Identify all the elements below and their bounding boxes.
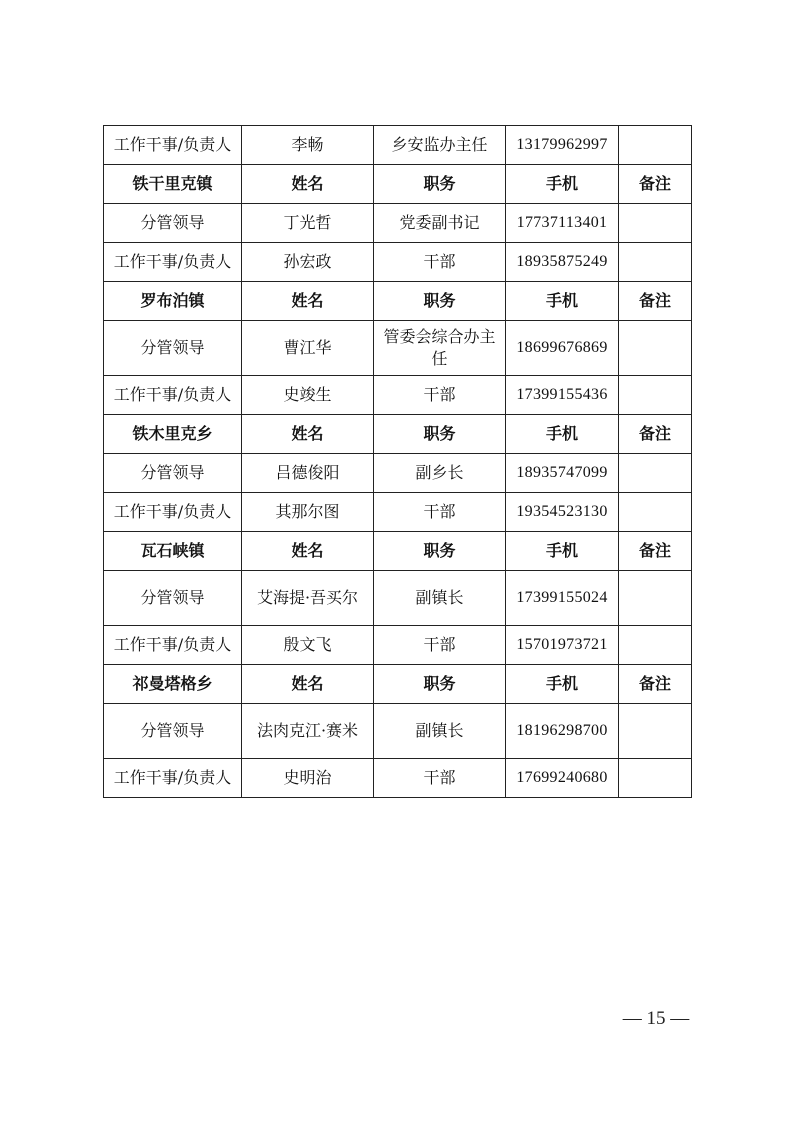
position-cell: 副镇长 — [374, 571, 506, 626]
table-row — [104, 493, 692, 532]
remark-cell — [619, 704, 692, 759]
role-cell: 工作干事/负责人 — [104, 626, 242, 665]
phone-header-cell: 手机 — [506, 165, 619, 204]
name-cell: 史明治 — [242, 759, 374, 798]
township-name-cell: 铁干里克镇 — [104, 165, 242, 204]
remark-header-cell: 备注 — [619, 532, 692, 571]
phone-cell: 18196298700 — [506, 704, 619, 759]
phone-cell: 18935747099 — [506, 454, 619, 493]
page-number: — 15 — — [622, 1008, 690, 1029]
name-cell: 吕德俊阳 — [242, 454, 374, 493]
table-row — [104, 454, 692, 493]
role-cell: 分管领导 — [104, 321, 242, 376]
position-cell: 管委会综合办主任 — [374, 321, 506, 376]
remark-cell — [619, 243, 692, 282]
table-row — [104, 704, 692, 759]
township-name-cell: 罗布泊镇 — [104, 282, 242, 321]
role-cell: 分管领导 — [104, 571, 242, 626]
contact-table-body — [104, 126, 692, 798]
table-header-row — [104, 165, 692, 204]
position-cell: 副乡长 — [374, 454, 506, 493]
role-cell: 工作干事/负责人 — [104, 376, 242, 415]
table-row — [104, 571, 692, 626]
role-cell: 工作干事/负责人 — [104, 759, 242, 798]
remark-header-cell: 备注 — [619, 165, 692, 204]
remark-cell — [619, 493, 692, 532]
table-header-row — [104, 665, 692, 704]
remark-header-cell: 备注 — [619, 415, 692, 454]
phone-header-cell: 手机 — [506, 282, 619, 321]
position-cell: 干部 — [374, 626, 506, 665]
role-cell: 分管领导 — [104, 704, 242, 759]
remark-cell — [619, 204, 692, 243]
position-cell: 干部 — [374, 493, 506, 532]
role-cell: 工作干事/负责人 — [104, 126, 242, 165]
position-header-cell: 职务 — [374, 665, 506, 704]
remark-cell — [619, 571, 692, 626]
role-cell: 分管领导 — [104, 454, 242, 493]
name-header-cell: 姓名 — [242, 165, 374, 204]
position-header-cell: 职务 — [374, 165, 506, 204]
role-cell: 分管领导 — [104, 204, 242, 243]
remark-cell — [619, 626, 692, 665]
table-header-row — [104, 415, 692, 454]
phone-header-cell: 手机 — [506, 532, 619, 571]
phone-header-cell: 手机 — [506, 415, 619, 454]
phone-cell: 13179962997 — [506, 126, 619, 165]
name-cell: 曹江华 — [242, 321, 374, 376]
table-row — [104, 204, 692, 243]
name-cell: 其那尔图 — [242, 493, 374, 532]
position-header-cell: 职务 — [374, 532, 506, 571]
phone-cell: 17737113401 — [506, 204, 619, 243]
remark-cell — [619, 759, 692, 798]
phone-cell: 17699240680 — [506, 759, 619, 798]
phone-cell: 17399155436 — [506, 376, 619, 415]
phone-cell: 18699676869 — [506, 321, 619, 376]
position-header-cell: 职务 — [374, 415, 506, 454]
position-cell: 党委副书记 — [374, 204, 506, 243]
role-cell: 工作干事/负责人 — [104, 493, 242, 532]
table-header-row — [104, 532, 692, 571]
name-cell: 法肉克江·赛米 — [242, 704, 374, 759]
table-row — [104, 626, 692, 665]
table-row — [104, 321, 692, 376]
name-cell: 殷文飞 — [242, 626, 374, 665]
phone-cell: 18935875249 — [506, 243, 619, 282]
table-row — [104, 126, 692, 165]
remark-header-cell: 备注 — [619, 665, 692, 704]
position-cell: 副镇长 — [374, 704, 506, 759]
township-name-cell: 祁曼塔格乡 — [104, 665, 242, 704]
table-row — [104, 243, 692, 282]
position-header-cell: 职务 — [374, 282, 506, 321]
name-header-cell: 姓名 — [242, 665, 374, 704]
table-row — [104, 376, 692, 415]
remark-header-cell: 备注 — [619, 282, 692, 321]
phone-cell: 19354523130 — [506, 493, 619, 532]
name-cell: 李畅 — [242, 126, 374, 165]
phone-header-cell: 手机 — [506, 665, 619, 704]
remark-cell — [619, 376, 692, 415]
name-cell: 孙宏政 — [242, 243, 374, 282]
name-cell: 史竣生 — [242, 376, 374, 415]
name-header-cell: 姓名 — [242, 415, 374, 454]
phone-cell: 17399155024 — [506, 571, 619, 626]
name-cell: 艾海提·吾买尔 — [242, 571, 374, 626]
position-cell: 干部 — [374, 759, 506, 798]
remark-cell — [619, 126, 692, 165]
position-cell: 干部 — [374, 376, 506, 415]
table-row — [104, 759, 692, 798]
township-name-cell: 瓦石峡镇 — [104, 532, 242, 571]
role-cell: 工作干事/负责人 — [104, 243, 242, 282]
township-name-cell: 铁木里克乡 — [104, 415, 242, 454]
name-cell: 丁光哲 — [242, 204, 374, 243]
name-header-cell: 姓名 — [242, 282, 374, 321]
contact-table — [103, 125, 692, 798]
remark-cell — [619, 321, 692, 376]
phone-cell: 15701973721 — [506, 626, 619, 665]
table-header-row — [104, 282, 692, 321]
remark-cell — [619, 454, 692, 493]
name-header-cell: 姓名 — [242, 532, 374, 571]
position-cell: 干部 — [374, 243, 506, 282]
position-cell: 乡安监办主任 — [374, 126, 506, 165]
